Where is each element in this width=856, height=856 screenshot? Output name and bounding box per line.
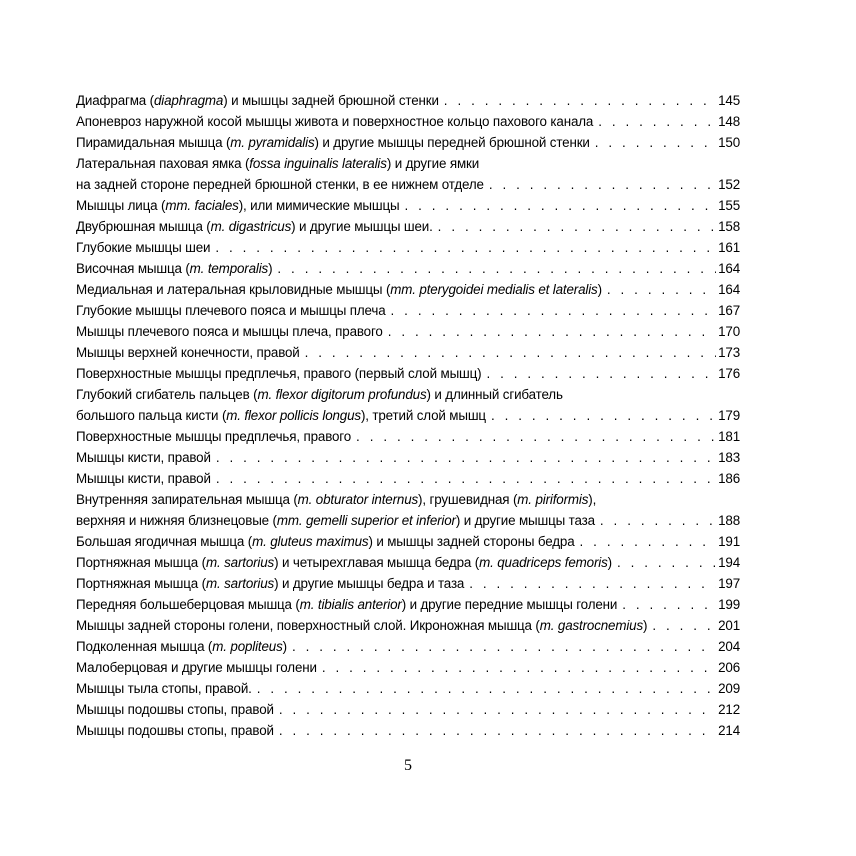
toc-entry-title — [76, 594, 617, 615]
toc-entry — [76, 594, 740, 615]
title-segment: Глубокие мышцы шеи — [76, 240, 211, 255]
toc-entry-title — [76, 552, 612, 573]
toc-entry-title — [76, 636, 287, 657]
dot-leader — [279, 720, 716, 741]
title-segment: Медиальная и латеральная крыловидные мышцы ( — [76, 282, 391, 297]
page-number: 5 — [404, 757, 412, 774]
toc-page-number: 158 — [718, 219, 740, 234]
toc-entry-title — [76, 489, 596, 510]
toc-line — [76, 216, 740, 237]
toc-line — [76, 552, 740, 573]
title-segment: Портняжная мышца ( — [76, 576, 206, 591]
toc-line — [76, 489, 740, 510]
toc-page-number: 181 — [718, 429, 740, 444]
toc-entry-title — [76, 720, 274, 741]
toc-entry — [76, 720, 740, 741]
title-segment: Двубрюшная мышца ( — [76, 219, 211, 234]
toc-entry-title — [76, 153, 479, 174]
title-segment: большого пальца кисти ( — [76, 408, 227, 423]
toc-entry-title — [76, 342, 300, 363]
toc-page-number: 173 — [718, 345, 740, 360]
title-segment: Мышцы лица ( — [76, 198, 166, 213]
toc-entry — [76, 300, 740, 321]
dot-leader — [598, 111, 716, 132]
dot-leader — [257, 678, 716, 699]
dot-leader — [652, 615, 716, 636]
toc-entry-title — [76, 678, 252, 699]
dot-leader — [391, 300, 717, 321]
toc-entry — [76, 132, 740, 153]
title-segment: Апоневроз наружной косой мышцы живота и поверхностное кольцо пахового канала — [76, 114, 594, 129]
toc-entry — [76, 363, 740, 384]
dot-leader — [491, 405, 716, 426]
title-segment: ) и другие мышцы шеи. — [291, 219, 433, 234]
toc-page-number: 155 — [718, 198, 740, 213]
toc-entry — [76, 342, 740, 363]
toc-entry — [76, 111, 740, 132]
toc-page-number: 176 — [718, 366, 740, 381]
toc-entry-title — [76, 426, 351, 447]
toc-page-number: 164 — [718, 282, 740, 297]
latin-term: mm. gemelli superior et inferior — [276, 513, 456, 528]
toc-page-number: 164 — [718, 261, 740, 276]
toc-entry-title — [76, 132, 590, 153]
title-segment: Глубокий сгибатель пальцев ( — [76, 387, 258, 402]
latin-term: m. obturator internus — [297, 492, 419, 507]
latin-term: m. piriformis — [517, 492, 589, 507]
title-segment: Внутренняя запирательная мышца ( — [76, 492, 298, 507]
toc-line — [76, 195, 740, 216]
dot-leader — [607, 279, 716, 300]
title-segment: ), третий слой мышц — [360, 408, 486, 423]
toc-page-number: 183 — [718, 450, 740, 465]
title-segment: Портняжная мышца ( — [76, 555, 206, 570]
toc-entry — [76, 447, 740, 468]
toc-entry — [76, 258, 740, 279]
toc-entry-title — [76, 300, 386, 321]
dot-leader — [322, 657, 716, 678]
toc-entry-title — [76, 90, 439, 111]
title-segment: Поверхностные мышцы предплечья, правого (первый слой мышц) — [76, 366, 482, 381]
toc-line — [76, 531, 740, 552]
title-segment: Мышцы задней стороны голени, поверхностный слой. Икроножная мышца ( — [76, 618, 540, 633]
toc-entry — [76, 153, 740, 195]
title-segment: Глубокие мышцы плечевого пояса и мышцы плеча — [76, 303, 386, 318]
title-segment: ) — [597, 282, 602, 297]
toc-entry — [76, 384, 740, 426]
toc-entry-title — [76, 384, 563, 405]
toc-line — [76, 384, 740, 405]
dot-leader — [279, 699, 716, 720]
toc-entry — [76, 90, 740, 111]
toc-entry-title — [76, 531, 575, 552]
dot-leader — [305, 342, 716, 363]
toc-page-number: 170 — [718, 324, 740, 339]
title-segment: верхняя и нижняя близнецовые ( — [76, 513, 277, 528]
dot-leader — [486, 363, 716, 384]
toc-entry — [76, 615, 740, 636]
toc-page-number: 199 — [718, 597, 740, 612]
toc-entry-title — [76, 237, 210, 258]
latin-term: m. flexor digitorum profundus — [257, 387, 427, 402]
toc-page-number: 148 — [718, 114, 740, 129]
toc-entry-title — [76, 573, 464, 594]
dot-leader — [277, 258, 716, 279]
toc-entry — [76, 489, 740, 531]
title-segment: ) — [607, 555, 612, 570]
toc-page-number: 194 — [718, 555, 740, 570]
toc-entry — [76, 636, 740, 657]
title-segment: Мышцы подошвы стопы, правой — [76, 702, 274, 717]
toc-entry-title — [76, 279, 602, 300]
toc-page-number: 186 — [718, 471, 740, 486]
toc-line — [76, 279, 740, 300]
latin-term: m. gluteus maximus — [252, 534, 369, 549]
toc-line — [76, 510, 740, 531]
title-segment: Мышцы верхней конечности, правой — [76, 345, 300, 360]
dot-leader — [600, 510, 716, 531]
toc-entry-title — [76, 216, 433, 237]
toc-line — [76, 699, 740, 720]
toc-line — [76, 636, 740, 657]
title-segment: ) — [282, 639, 287, 654]
latin-term: diaphragma — [153, 93, 224, 108]
latin-term: mm. faciales — [165, 198, 239, 213]
dot-leader — [356, 426, 716, 447]
toc-page-number: 161 — [718, 240, 740, 255]
toc-entry — [76, 426, 740, 447]
title-segment: Подколенная мышца ( — [76, 639, 213, 654]
toc-page-number: 167 — [718, 303, 740, 318]
table-of-contents — [76, 90, 740, 741]
toc-entry-title — [76, 615, 647, 636]
toc-line — [76, 258, 740, 279]
latin-term: mm. pterygoidei medialis et lateralis — [390, 282, 598, 297]
title-segment: ) — [268, 261, 273, 276]
dot-leader — [388, 321, 716, 342]
toc-page-number: 201 — [718, 618, 740, 633]
toc-line — [76, 573, 740, 594]
title-segment: ), — [588, 492, 597, 507]
latin-term: m. popliteus — [212, 639, 283, 654]
title-segment: ) и мышцы задней стороны бедра — [368, 534, 575, 549]
title-segment: Мышцы кисти, правой — [76, 450, 211, 465]
toc-line — [76, 594, 740, 615]
title-segment: ) и другие мышцы бедра и таза — [274, 576, 465, 591]
title-segment: Мышцы тыла стопы, правой. — [76, 681, 252, 696]
latin-term: m. sartorius — [205, 576, 275, 591]
toc-entry-title — [76, 321, 383, 342]
dot-leader — [580, 531, 717, 552]
toc-line — [76, 132, 740, 153]
toc-entry — [76, 657, 740, 678]
title-segment: ) и другие ямки — [386, 156, 480, 171]
title-segment: ) и другие передние мышцы голени — [401, 597, 618, 612]
toc-line — [76, 720, 740, 741]
title-segment: Поверхностные мышцы предплечья, правого — [76, 429, 352, 444]
toc-entry-title — [76, 111, 593, 132]
latin-term: m. pyramidalis — [230, 135, 315, 150]
latin-term: m. digastricus — [210, 219, 292, 234]
toc-entry-title — [76, 195, 400, 216]
toc-entry-title — [76, 468, 211, 489]
title-segment: ) и четырехглавая мышца бедра ( — [274, 555, 480, 570]
title-segment: Малоберцовая и другие мышцы голени — [76, 660, 317, 675]
toc-line — [76, 111, 740, 132]
title-segment: Мышцы подошвы стопы, правой — [76, 723, 274, 738]
toc-line — [76, 678, 740, 699]
latin-term: m. gastrocnemius — [539, 618, 644, 633]
toc-page-number: 206 — [718, 660, 740, 675]
toc-entry — [76, 552, 740, 573]
latin-term: m. temporalis — [189, 261, 269, 276]
toc-line — [76, 321, 740, 342]
toc-page-number: 179 — [718, 408, 740, 423]
title-segment: на задней стороне передней брюшной стенки, в ее нижнем отделе — [76, 177, 484, 192]
title-segment: ), или мимические мышцы — [238, 198, 400, 213]
toc-entry-title — [76, 363, 481, 384]
toc-page-number: 191 — [718, 534, 740, 549]
dot-leader — [405, 195, 717, 216]
title-segment: ) и мышцы задней брюшной стенки — [223, 93, 439, 108]
latin-term: m. quadriceps femoris — [479, 555, 608, 570]
toc-line — [76, 426, 740, 447]
toc-page-number: 204 — [718, 639, 740, 654]
dot-leader — [595, 132, 716, 153]
toc-entry-title — [76, 405, 486, 426]
toc-line — [76, 615, 740, 636]
title-segment: Диафрагма ( — [76, 93, 154, 108]
title-segment: Мышцы кисти, правой — [76, 471, 211, 486]
latin-term: m. sartorius — [205, 555, 275, 570]
toc-page-number: 150 — [718, 135, 740, 150]
latin-term: m. flexor pollicis longus — [226, 408, 361, 423]
title-segment: Латеральная паховая ямка ( — [76, 156, 250, 171]
toc-entry — [76, 531, 740, 552]
title-segment: Пирамидальная мышца ( — [76, 135, 231, 150]
toc-line — [76, 153, 740, 174]
toc-line — [76, 90, 740, 111]
toc-line — [76, 447, 740, 468]
dot-leader — [622, 594, 716, 615]
toc-entry — [76, 237, 740, 258]
dot-leader — [469, 573, 716, 594]
toc-page-number: 209 — [718, 681, 740, 696]
dot-leader — [292, 636, 716, 657]
title-segment: ), грушевидная ( — [418, 492, 518, 507]
dot-leader — [216, 468, 716, 489]
toc-page-number: 145 — [718, 93, 740, 108]
toc-page-number: 214 — [718, 723, 740, 738]
toc-entry-title — [76, 657, 317, 678]
toc-entry — [76, 699, 740, 720]
toc-entry — [76, 468, 740, 489]
dot-leader — [489, 174, 716, 195]
toc-entry — [76, 321, 740, 342]
dot-leader — [215, 237, 716, 258]
dot-leader — [438, 216, 716, 237]
toc-entry — [76, 573, 740, 594]
toc-entry — [76, 678, 740, 699]
toc-line — [76, 657, 740, 678]
title-segment: Большая ягодичная мышца ( — [76, 534, 253, 549]
dot-leader — [617, 552, 716, 573]
toc-line — [76, 468, 740, 489]
toc-page-number: 188 — [718, 513, 740, 528]
title-segment: Мышцы плечевого пояса и мышцы плеча, правого — [76, 324, 383, 339]
toc-page-number: 212 — [718, 702, 740, 717]
title-segment: ) и длинный сгибатель — [426, 387, 563, 402]
toc-entry-title — [76, 699, 274, 720]
title-segment: Височная мышца ( — [76, 261, 190, 276]
title-segment: Передняя большеберцовая мышца ( — [76, 597, 300, 612]
toc-entry-title — [76, 510, 595, 531]
toc-entry-title — [76, 447, 211, 468]
latin-term: fossa inguinalis lateralis — [249, 156, 387, 171]
latin-term: m. tibialis anterior — [299, 597, 402, 612]
toc-line — [76, 405, 740, 426]
title-segment: ) и другие мышцы передней брюшной стенки — [314, 135, 590, 150]
toc-entry-title — [76, 174, 484, 195]
toc-line — [76, 342, 740, 363]
title-segment: ) — [643, 618, 648, 633]
toc-entry-title — [76, 258, 272, 279]
toc-line — [76, 237, 740, 258]
toc-entry — [76, 279, 740, 300]
toc-page-number: 197 — [718, 576, 740, 591]
dot-leader — [444, 90, 716, 111]
dot-leader — [216, 447, 716, 468]
toc-line — [76, 300, 740, 321]
title-segment: ) и другие мышцы таза — [455, 513, 595, 528]
toc-entry — [76, 216, 740, 237]
toc-page-number: 152 — [718, 177, 740, 192]
toc-line — [76, 174, 740, 195]
toc-entry — [76, 195, 740, 216]
toc-line — [76, 363, 740, 384]
